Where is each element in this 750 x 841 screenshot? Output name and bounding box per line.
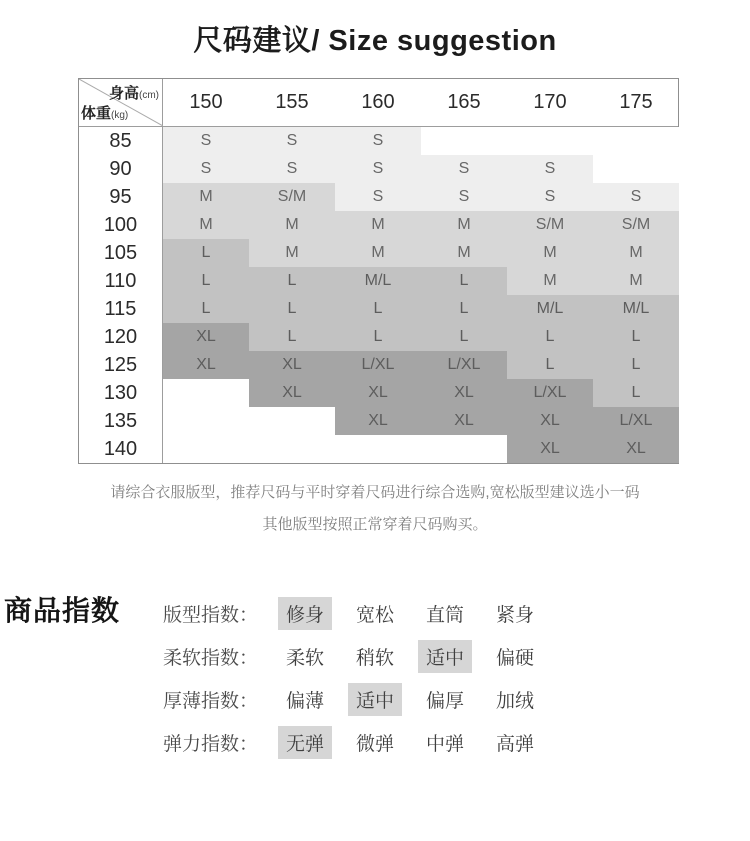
weight-row-label: 105 (79, 239, 163, 267)
product-index-heading: 商品指数 (4, 595, 121, 626)
table-row (79, 267, 678, 295)
weight-row-label: 110 (79, 267, 163, 295)
size-cell: XL (249, 379, 335, 407)
size-cell: M (507, 239, 593, 267)
index-option-slot (270, 640, 340, 673)
table-row (79, 379, 678, 407)
height-axis-label: 身高(cm) (108, 85, 159, 102)
height-column-header: 160 (361, 91, 395, 113)
size-cell (249, 435, 335, 463)
size-cell: XL (335, 407, 421, 435)
table-row (79, 211, 678, 239)
height-column-header: 150 (189, 91, 223, 113)
index-row (163, 635, 550, 678)
index-option-selected: 适中 (418, 640, 472, 673)
weight-row-label: 130 (79, 379, 163, 407)
size-cell: XL (593, 435, 679, 463)
table-row (79, 155, 678, 183)
index-row-label: 柔软指数： (163, 648, 259, 669)
index-option: 高弹 (495, 734, 534, 755)
size-cell: S (335, 183, 421, 211)
size-cell: S (249, 155, 335, 183)
height-column-header: 175 (619, 91, 653, 113)
size-cell: S (335, 127, 421, 155)
size-cell: L (163, 267, 249, 295)
index-option-slot (270, 683, 340, 716)
index-option: 偏薄 (285, 691, 324, 712)
index-row-label: 版型指数： (163, 605, 259, 626)
index-option: 稍软 (355, 648, 394, 669)
weight-row-label: 140 (79, 435, 163, 463)
size-cell: S (163, 127, 249, 155)
size-cell: M (593, 267, 679, 295)
weight-row-label: 115 (79, 295, 163, 323)
index-option-slot (340, 640, 410, 673)
size-cell: L (249, 295, 335, 323)
index-option: 宽松 (355, 605, 394, 626)
page-title: 尺码建议/ Size suggestion (193, 25, 557, 57)
index-option-slot (410, 640, 480, 673)
table-row (79, 239, 678, 267)
size-cell: L (249, 267, 335, 295)
size-cell: M (163, 183, 249, 211)
size-cell: XL (507, 435, 593, 463)
size-cell: L (421, 267, 507, 295)
index-option-slot (340, 726, 410, 759)
product-index-rows (163, 592, 550, 764)
size-cell: S (507, 155, 593, 183)
size-cell: XL (421, 379, 507, 407)
index-option: 紧身 (495, 605, 534, 626)
height-column-header: 170 (533, 91, 567, 113)
index-option-slot (480, 726, 550, 759)
size-cell: M (335, 211, 421, 239)
table-row (79, 183, 678, 211)
size-cell: L (249, 323, 335, 351)
weight-axis-label: 体重(kg) (81, 105, 129, 122)
index-option: 微弹 (355, 734, 394, 755)
size-cell: L/XL (507, 379, 593, 407)
size-cell: L (335, 323, 421, 351)
size-cell: S (163, 155, 249, 183)
index-option: 偏厚 (425, 691, 464, 712)
size-cell: XL (163, 351, 249, 379)
size-cell: M/L (507, 295, 593, 323)
index-option-slot (410, 597, 480, 630)
size-cell: S (507, 183, 593, 211)
size-cell: S (335, 155, 421, 183)
size-cell: M/L (593, 295, 679, 323)
index-option: 柔软 (285, 648, 324, 669)
size-note-line-1: 请综合衣服版型，推荐尺码与平时穿着尺码进行综合选购,宽松版型建议选小一码 (110, 484, 640, 501)
size-cell (593, 127, 679, 155)
size-cell: L (421, 323, 507, 351)
table-header-row (79, 79, 678, 127)
size-cell (163, 435, 249, 463)
size-cell: XL (163, 323, 249, 351)
index-option-slot (410, 726, 480, 759)
size-cell: M/L (335, 267, 421, 295)
table-row (79, 295, 678, 323)
size-cell: L (421, 295, 507, 323)
index-option-slot (410, 683, 480, 716)
size-cell (249, 407, 335, 435)
index-option-slot (480, 640, 550, 673)
size-cell (593, 155, 679, 183)
weight-row-label: 90 (79, 155, 163, 183)
weight-row-label: 135 (79, 407, 163, 435)
table-row (79, 127, 678, 155)
size-cell: S (421, 155, 507, 183)
size-suggestion-table (78, 78, 679, 464)
size-cell: L/XL (335, 351, 421, 379)
table-row (79, 351, 678, 379)
index-option-slot (480, 683, 550, 716)
size-cell: L (593, 323, 679, 351)
index-option-slot (270, 726, 340, 759)
size-cell (421, 435, 507, 463)
index-option: 偏硬 (495, 648, 534, 669)
index-option-selected: 无弹 (278, 726, 332, 759)
size-cell: L (163, 239, 249, 267)
index-row (163, 592, 550, 635)
size-cell: M (249, 211, 335, 239)
size-cell: XL (335, 379, 421, 407)
size-cell (335, 435, 421, 463)
height-column-header: 155 (275, 91, 309, 113)
index-option-selected: 适中 (348, 683, 402, 716)
size-cell: L/XL (593, 407, 679, 435)
size-cell: S/M (249, 183, 335, 211)
weight-row-label: 125 (79, 351, 163, 379)
index-option-slot (340, 683, 410, 716)
size-cell (163, 407, 249, 435)
size-cell: L (593, 379, 679, 407)
size-cell: L/XL (421, 351, 507, 379)
size-cell: M (421, 239, 507, 267)
size-note-line-2: 其他版型按照正常穿着尺码购买。 (262, 516, 488, 533)
size-cell: XL (421, 407, 507, 435)
size-cell: M (335, 239, 421, 267)
size-cell: S/M (593, 211, 679, 239)
size-cell: M (249, 239, 335, 267)
index-row-label: 弹力指数： (163, 734, 259, 755)
size-cell: S/M (507, 211, 593, 239)
size-cell (163, 379, 249, 407)
size-cell: XL (507, 407, 593, 435)
size-cell (507, 127, 593, 155)
index-row (163, 678, 550, 721)
weight-row-label: 95 (79, 183, 163, 211)
size-cell (421, 127, 507, 155)
size-cell: L (507, 351, 593, 379)
height-column-header: 165 (447, 91, 481, 113)
size-cell: M (421, 211, 507, 239)
index-option-slot (270, 597, 340, 630)
table-row (79, 323, 678, 351)
size-cell: XL (249, 351, 335, 379)
table-row (79, 407, 678, 435)
table-row (79, 435, 678, 463)
size-cell: S (593, 183, 679, 211)
weight-row-label: 120 (79, 323, 163, 351)
size-cell: M (163, 211, 249, 239)
index-option-selected: 修身 (278, 597, 332, 630)
index-option-slot (340, 597, 410, 630)
index-option: 直筒 (425, 605, 464, 626)
size-cell: S (249, 127, 335, 155)
weight-row-label: 85 (79, 127, 163, 155)
size-cell: L (163, 295, 249, 323)
size-cell: M (593, 239, 679, 267)
table-corner-cell (79, 79, 163, 126)
size-cell: L (335, 295, 421, 323)
table-body (79, 127, 678, 463)
size-cell: L (593, 351, 679, 379)
index-option: 中弹 (425, 734, 464, 755)
index-row-label: 厚薄指数： (163, 691, 259, 712)
index-option-slot (480, 597, 550, 630)
size-cell: M (507, 267, 593, 295)
size-cell: S (421, 183, 507, 211)
index-option: 加绒 (495, 691, 534, 712)
index-row (163, 721, 550, 764)
size-cell: L (507, 323, 593, 351)
weight-row-label: 100 (79, 211, 163, 239)
